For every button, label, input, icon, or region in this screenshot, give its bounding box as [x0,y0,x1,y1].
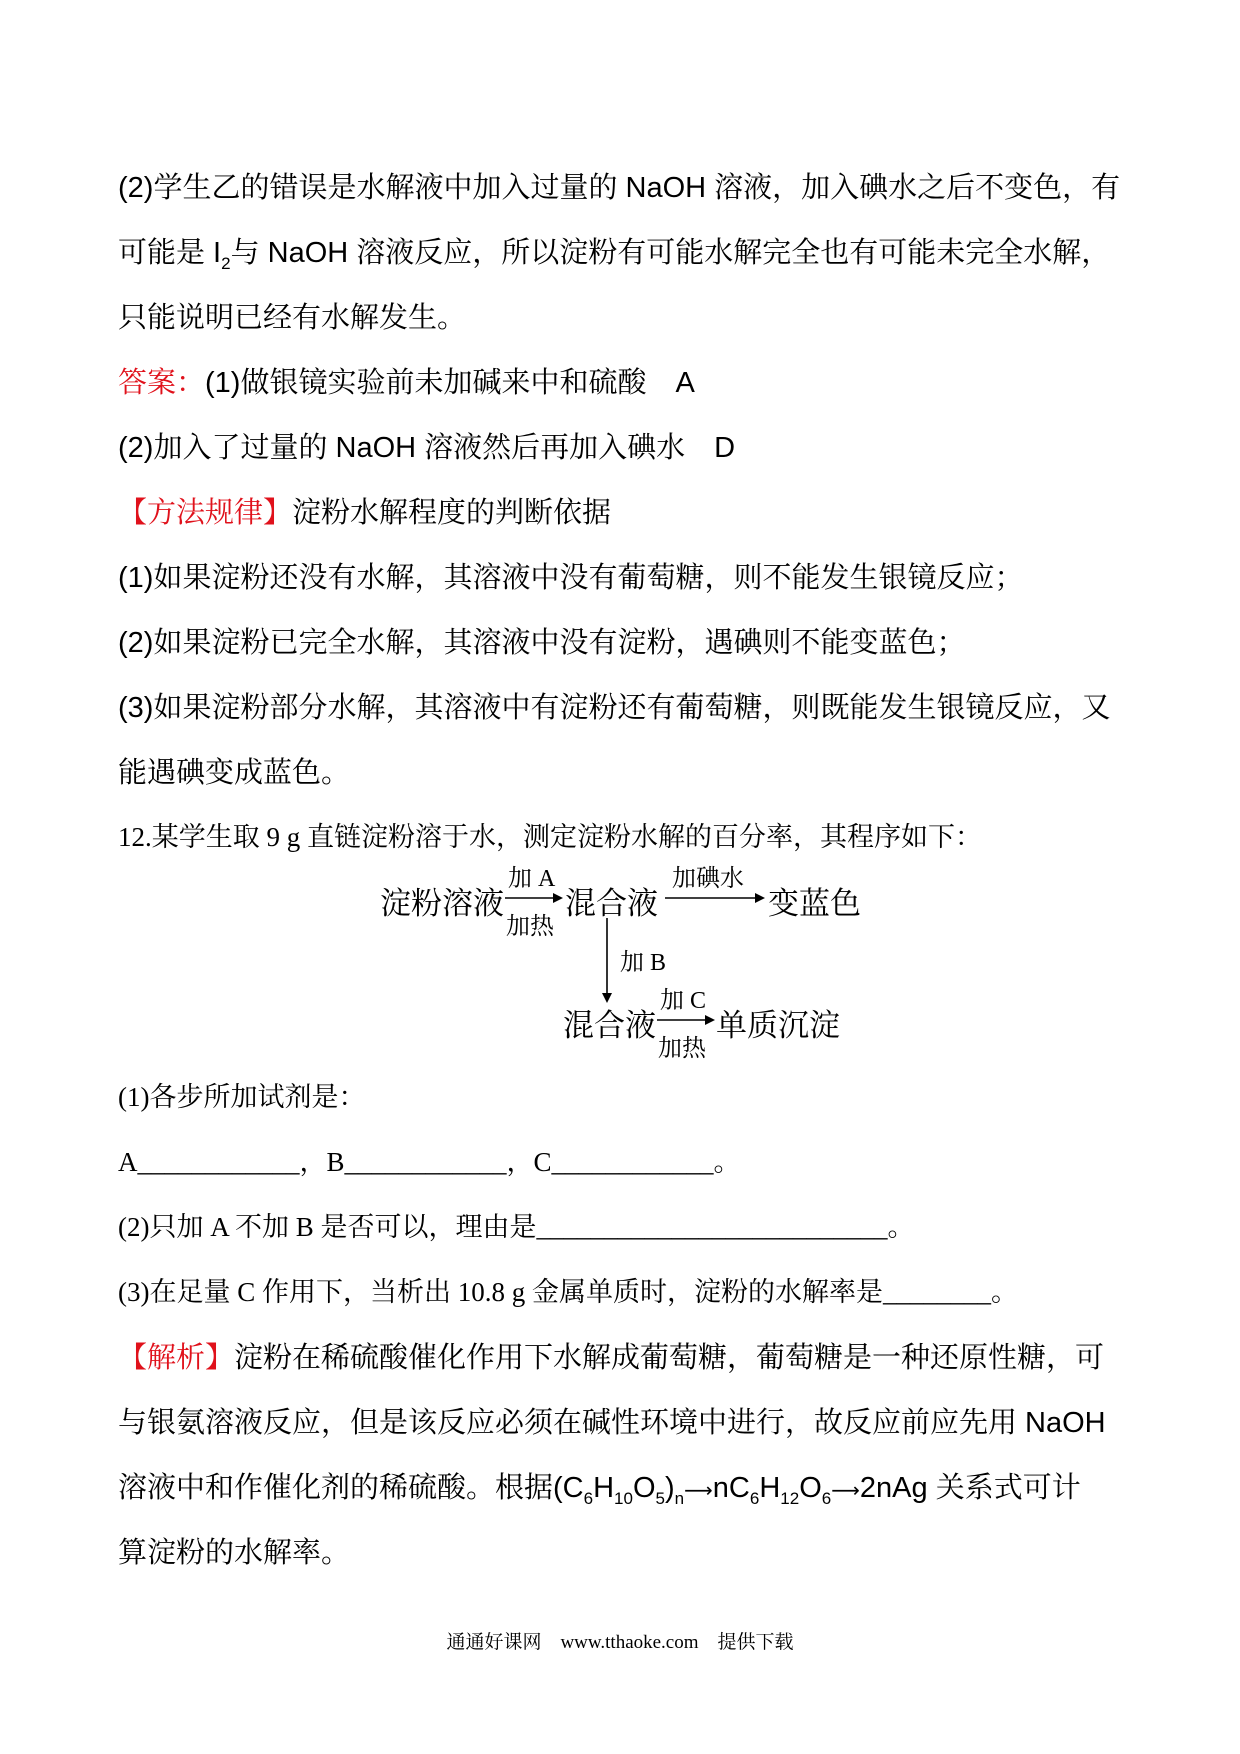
diagram-arrow3-top: 加 C [660,988,707,1014]
arrow3-head [705,1015,715,1025]
diagram-arrow-down-label: 加 B [620,950,667,976]
arrow2-head [755,893,765,903]
method-label: 【方法规律】 [118,497,293,529]
method-rule: (2)如果淀粉已完全水解，其溶液中没有淀粉，遇碘则不能变蓝色； [118,627,966,659]
arrow-glyph: ⟶ [831,1480,860,1502]
method-heading: 【方法规律】淀粉水解程度的判断依据 [118,497,612,529]
diagram-start: 淀粉溶液 [380,886,504,921]
analysis-line: 【解析】淀粉在稀硫酸催化作用下水解成葡萄糖，葡萄糖是一种还原性糖，可 [118,1342,1105,1374]
question-stem: 12.某学生取 9 g 直链淀粉溶于水，测定淀粉水解的百分率，其程序如下： [118,822,982,852]
explanation-line: 可能是 $I_2$与 NaOH 溶液反应，所以淀粉有可能水解完全也有可能未完全水解， [118,237,1111,273]
arrow-glyph: ⟶ [684,1480,713,1502]
question-sub2: (2)只加 A 不加 B 是否可以，理由是__________________________。 [118,1212,915,1242]
diagram-arrow1-bottom: 加热 [506,914,554,940]
analysis-line: 与银氨溶液反应，但是该反应必须在碱性环境中进行，故反应前应先用 NaOH [118,1407,1106,1439]
method-rule: (3)如果淀粉部分水解，其溶液中有淀粉还有葡萄糖，则既能发生银镜反应，又 [118,692,1111,724]
question-sub1-blanks: A____________，B____________，C____________。 [118,1147,741,1177]
diagram-result1: 变蓝色 [768,886,861,921]
diagram-arrow1-top: 加 A [508,866,556,892]
page-footer: 通通好课网 www.tthaoke.com 提供下载 [446,1632,794,1653]
explanation-line: (2)学生乙的错误是水解液中加入过量的 NaOH 溶液，加入碘水之后不变色，有 [118,172,1121,204]
answer-line: 答案：(1)做银镜实验前未加碱来中和硫酸 A [118,367,695,399]
question-sub1: (1)各步所加试剂是： [118,1082,366,1112]
diagram-result2: 单质沉淀 [716,1008,840,1043]
diagram-arrow3-bottom: 加热 [658,1036,706,1062]
analysis-line: 算淀粉的水解率。 [118,1537,351,1569]
diagram-mixture1: 混合液 [565,886,658,921]
answer-line: (2)加入了过量的 NaOH 溶液然后再加入碘水 D [118,432,736,464]
method-rule: (1)如果淀粉还没有水解，其溶液中没有葡萄糖，则不能发生银镜反应； [118,562,1024,594]
arrow1-head [553,893,563,903]
analysis-formula-line: 溶液中和作催化剂的稀硫酸。根据$(C_6H_{10}O_5)_n⟶nC_6H_{12}O_6⟶2nAg$ 关系式可计 [118,1472,1081,1508]
method-rule: 能遇碘变成蓝色。 [118,757,351,789]
answer-label: 答案： [118,367,206,399]
explanation-line: 只能说明已经有水解发生。 [118,302,467,334]
diagram-arrow2-top: 加碘水 [672,866,744,892]
diagram-mixture2: 混合液 [563,1008,656,1043]
analysis-label: 【解析】 [118,1342,235,1374]
question-sub3: (3)在足量 C 作用下，当析出 10.8 g 金属单质时，淀粉的水解率是________。 [118,1277,1018,1307]
